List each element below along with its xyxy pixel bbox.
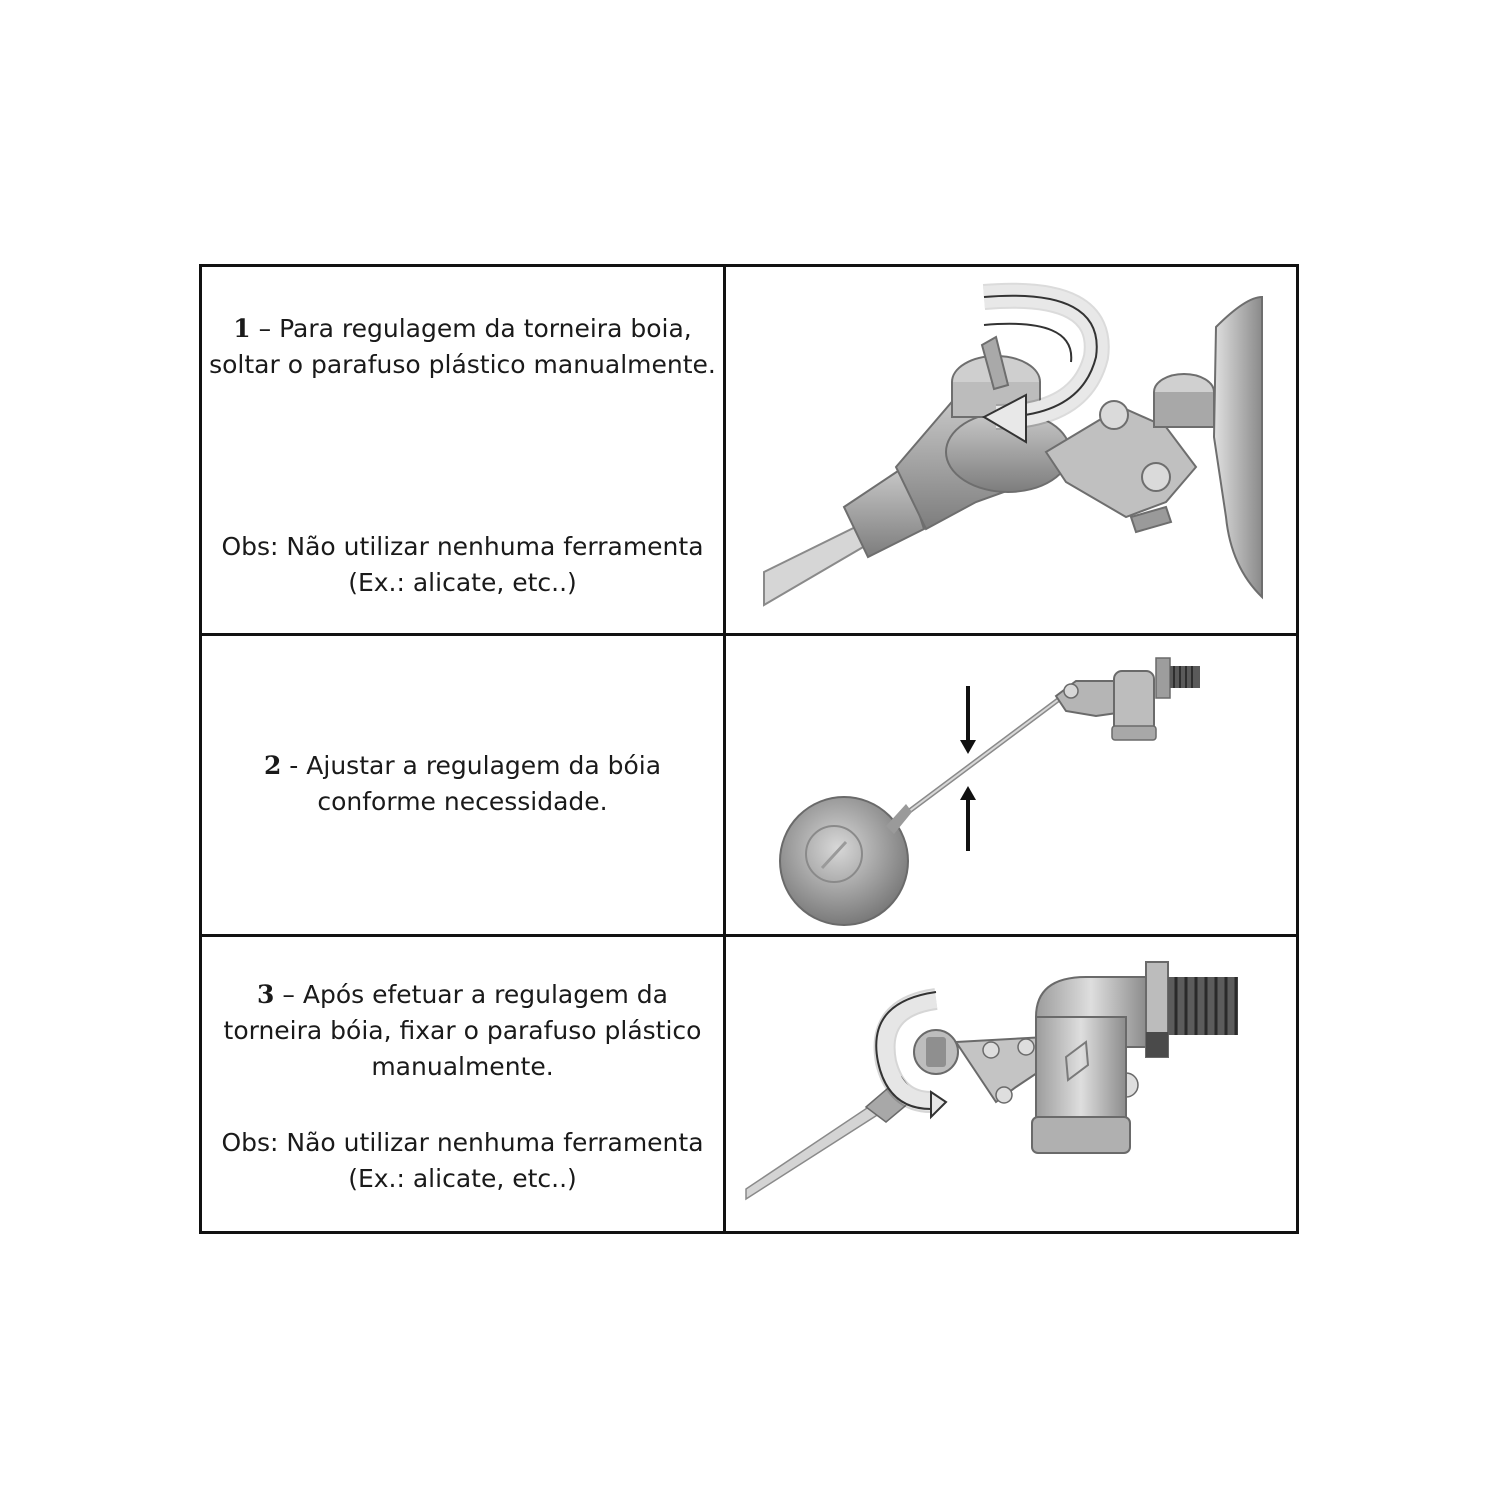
instructions-table <box>199 264 1299 1234</box>
float-valve-adjust-arm-icon <box>726 636 1296 934</box>
step-2-instruction <box>202 748 723 820</box>
step-3-note: Obs: Não utilizar nenhuma ferramenta (Ex.: alicate, etc..) <box>221 1128 704 1193</box>
step-1-illustration-cell <box>726 267 1296 636</box>
step-3-text-cell <box>202 937 726 1231</box>
step-3-instruction <box>202 977 723 1085</box>
float-valve-loosen-screw-icon <box>726 267 1296 633</box>
step-1-separator: – <box>250 314 280 343</box>
step-2-text-cell <box>202 636 726 937</box>
step-1-text-cell <box>202 267 726 636</box>
step-1-number: 1 <box>233 314 251 343</box>
float-valve-tighten-screw-icon <box>726 937 1296 1231</box>
step-3-number: 3 <box>257 980 275 1009</box>
step-3-text: Após efetuar a regulagem da torneira bóia, fixar o parafuso plástico manualmente. <box>223 980 702 1081</box>
step-3-separator: – <box>274 980 303 1009</box>
step-2-text: Ajustar a regulagem da bóia conforme necessidade. <box>306 751 662 816</box>
step-2-separator: - <box>281 751 307 780</box>
step-2-illustration-cell <box>726 636 1296 937</box>
step-3-illustration-cell <box>726 937 1296 1231</box>
step-1-note: Obs: Não utilizar nenhuma ferramenta (Ex.: alicate, etc..) <box>221 532 704 597</box>
step-1-text: Para regulagem da torneira boia, soltar o parafuso plástico manualmente. <box>209 314 716 379</box>
step-1-instruction <box>202 311 723 383</box>
step-2-number: 2 <box>263 751 282 780</box>
